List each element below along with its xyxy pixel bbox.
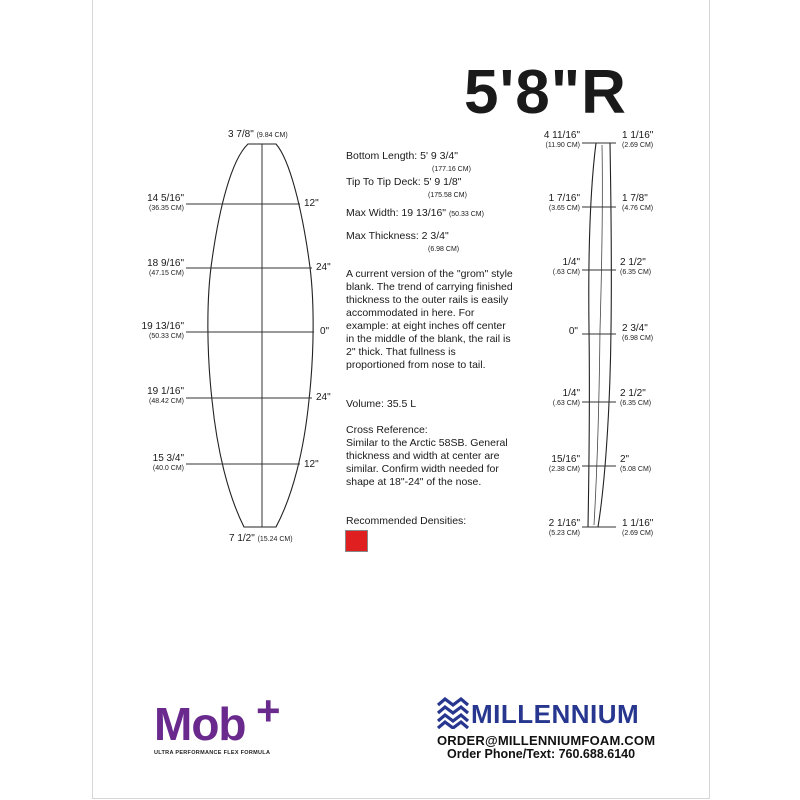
mob-plus-sign: + bbox=[256, 687, 281, 734]
order-email-link[interactable]: ORDER@MILLENNIUMFOAM.COM bbox=[437, 733, 656, 748]
profile-left-4: 0" bbox=[568, 326, 578, 337]
rocker-deck-line bbox=[594, 145, 602, 525]
volume-text: Volume: 35.5 L bbox=[346, 398, 417, 410]
nose-width-label: 3 7/8" (9.84 CM) bbox=[228, 129, 288, 140]
station-distance-5: 12" bbox=[304, 459, 319, 470]
profile-left-3: 1/4" (.63 CM) bbox=[552, 257, 580, 276]
density-swatch bbox=[345, 530, 368, 552]
profile-right-1: 1 1/16" (2.69 CM) bbox=[622, 130, 654, 149]
spec-max-thickness: Max Thickness: 2 3/4" (6.98 CM) bbox=[346, 230, 460, 253]
profile-right-5: 2 1/2" (6.35 CM) bbox=[620, 388, 652, 407]
profile-left-1: 4 11/16" (11.90 CM) bbox=[543, 130, 580, 149]
station-distance-2: 24" bbox=[316, 262, 331, 273]
mob-plus-logo bbox=[154, 687, 281, 756]
station-width-1: 14 5/16" (36.35 CM) bbox=[147, 193, 184, 212]
station-width-3: 19 13/16" (50.33 CM) bbox=[141, 321, 184, 340]
profile-right-4: 2 3/4" (6.98 CM) bbox=[622, 323, 654, 342]
station-distance-1: 12" bbox=[304, 198, 319, 209]
station-distance-4: 24" bbox=[316, 392, 331, 403]
profile-left-7: 2 1/16" (5.23 CM) bbox=[548, 518, 580, 537]
board-outline bbox=[208, 144, 313, 527]
spec-bottom-length: Bottom Length: 5' 9 3/4" (177.16 CM) bbox=[346, 150, 471, 173]
cross-reference-text: Similar to the Arctic 58SB. General thickness and width at center are similar. Confirm width needed for shape at 18"-24" of the nose. bbox=[346, 437, 508, 488]
profile-right-3: 2 1/2" (6.35 CM) bbox=[620, 257, 652, 276]
profile-right-7: 1 1/16" (2.69 CM) bbox=[622, 518, 654, 537]
wave-chevron-icon bbox=[437, 697, 469, 729]
tail-width-label: 7 1/2" (15.24 CM) bbox=[229, 533, 293, 544]
profile-left-6: 15/16" (2.38 CM) bbox=[548, 454, 580, 473]
station-width-5: 15 3/4" (40.0 CM) bbox=[152, 453, 184, 472]
board-model-title: 5'8"R bbox=[464, 58, 627, 127]
profile-left-2: 1 7/16" (3.65 CM) bbox=[548, 193, 580, 212]
millennium-name: MILLENNIUM bbox=[471, 699, 640, 729]
profile-left-5: 1/4" (.63 CM) bbox=[552, 388, 580, 407]
cross-reference bbox=[346, 424, 514, 489]
station-width-2: 18 9/16" (47.15 CM) bbox=[147, 258, 184, 277]
densities-label: Recommended Densities: bbox=[346, 515, 467, 527]
profile-right-6: 2" (5.08 CM) bbox=[620, 454, 652, 473]
station-distance-3: 0" bbox=[320, 326, 330, 337]
mob-tagline: ULTRA PERFORMANCE FLEX FORMULA bbox=[154, 750, 271, 756]
profile-right-2: 1 7/8" (4.76 CM) bbox=[622, 193, 654, 212]
cross-reference-heading: Cross Reference: bbox=[346, 424, 428, 436]
mob-logo-text: Mob bbox=[154, 698, 246, 750]
spec-tip-to-tip: Tip To Tip Deck: 5' 9 1/8" (175.58 CM) bbox=[346, 176, 467, 199]
station-width-4: 19 1/16" (48.42 CM) bbox=[147, 386, 184, 405]
spec-max-width: Max Width: 19 13/16" (50.33 CM) bbox=[346, 207, 484, 219]
description-text: A current version of the "grom" style blank. The trend of carrying finished thickness to the outer rails is easily accommodated in here. For example: at eight inches off center in the middle of the blank, the rail is 2" thick. That fullness is proportioned from nose to tail. bbox=[346, 268, 513, 371]
order-phone: Order Phone/Text: 760.688.6140 bbox=[447, 747, 636, 761]
